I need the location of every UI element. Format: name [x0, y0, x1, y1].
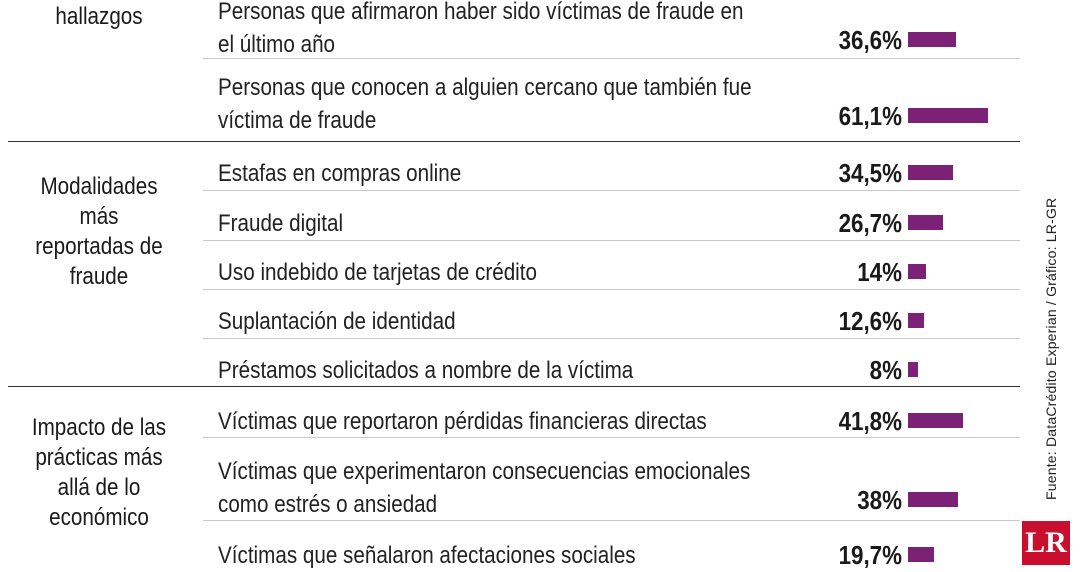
value-label: 14% — [857, 257, 902, 287]
row-divider — [203, 190, 1020, 191]
bar — [908, 313, 924, 328]
row-divider — [203, 240, 1020, 241]
bar — [908, 362, 918, 377]
value-label: 12,6% — [838, 306, 902, 336]
row-text: Personas que afirmaron haber sido víctimas de fraude en el último año — [218, 0, 744, 58]
row-text: Suplantación de identidad — [218, 307, 456, 335]
bar — [908, 413, 963, 428]
row-text: Víctimas que reportaron pérdidas financieras directas — [218, 407, 707, 435]
row-divider — [203, 338, 1020, 339]
bar — [908, 108, 988, 123]
bar — [908, 215, 943, 230]
bar — [908, 547, 934, 562]
row-text: Uso indebido de tarjetas de crédito — [218, 258, 537, 286]
row-text: Estafas en compras online — [218, 159, 462, 187]
row-text: Víctimas que experimentaron consecuencias emocionales como estrés o ansiedad — [218, 458, 751, 518]
value-label: 8% — [869, 355, 902, 385]
row-text: Préstamos solicitados a nombre de la víctima — [218, 356, 634, 384]
bar — [908, 32, 956, 47]
value-label: 61,1% — [838, 101, 902, 131]
value-label: 34,5% — [838, 158, 902, 188]
value-label: 26,7% — [838, 208, 902, 238]
row-text: Personas que conocen a alguien cercano que también fue víctima de fraude — [218, 74, 752, 134]
row-text: Fraude digital — [218, 209, 344, 237]
value-label: 36,6% — [838, 25, 902, 55]
section-label: Impacto de las prácticas más allá de lo económico — [31, 414, 167, 531]
section-label: hallazgos — [55, 3, 143, 30]
lr-logo: LR — [1022, 521, 1070, 565]
section-divider — [8, 141, 1020, 142]
bar — [908, 492, 958, 507]
bar — [908, 165, 953, 180]
value-label: 38% — [857, 485, 902, 515]
row-text: Víctimas que señalaron afectaciones sociales — [218, 541, 636, 569]
value-label: 41,8% — [838, 406, 902, 436]
row-divider — [203, 289, 1020, 290]
value-label: 19,7% — [838, 540, 902, 570]
section-label: Modalidades más reportadas de fraude — [35, 173, 163, 290]
bar — [908, 264, 926, 279]
source-credit: Fuente: DataCrédito Experian / Gráfico: LR-GR — [1043, 197, 1059, 500]
